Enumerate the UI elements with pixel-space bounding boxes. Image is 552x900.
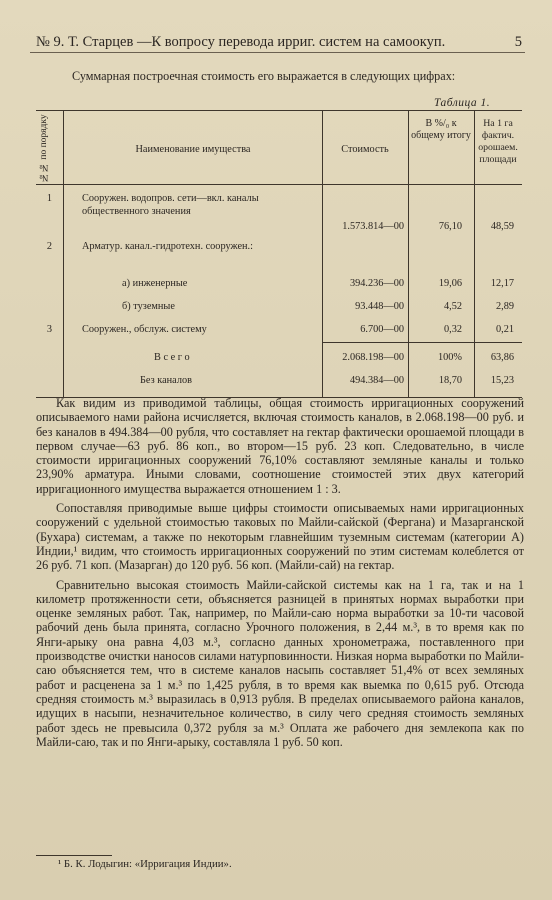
row-name: Сооружен., обслуж. систему: [82, 324, 207, 335]
row-name: б) туземные: [122, 301, 175, 312]
row-number: 2: [46, 241, 53, 252]
col-header-number: №№ по порядку: [39, 114, 49, 182]
row-name: Сооружен. водопров. сети—вкл. каналы общественного значения: [82, 193, 259, 217]
row-cost: 1.573.814—00: [342, 221, 404, 232]
row-per-ha: 48,59: [490, 221, 514, 232]
row-number: 3: [46, 324, 53, 335]
total-cost: 2.068.198—00: [342, 352, 404, 363]
table-label: Таблица 1.: [434, 97, 491, 109]
col-header-pct: В %/₀ к общему итогу: [411, 118, 471, 141]
total-per-ha: 15,23: [490, 375, 514, 386]
header-text: № 9. Т. Старцев —К вопросу перевода ирриг. систем на самоокуп.: [36, 34, 446, 50]
row-per-ha: 12,17: [490, 278, 514, 289]
row-pct: 0,32: [443, 324, 462, 335]
row-number: 1: [46, 193, 53, 204]
intro-text: Суммарная построечная стоимость его выражается в следующих цифрах:: [72, 69, 456, 83]
total-cost: 494.384—00: [349, 375, 404, 386]
row-name: Арматур. канал.-гидротехн. сооружен.:: [82, 241, 253, 252]
row-pct: 19,06: [438, 278, 462, 289]
table-rule-header: [36, 184, 522, 185]
body-text: [36, 396, 524, 749]
col-header-name: Наименование имущества: [135, 144, 251, 155]
table-rule-top: [36, 110, 522, 111]
row-name: а) инженерные: [122, 278, 188, 289]
row-pct: 76,10: [438, 221, 462, 232]
total-name: В с е г о: [154, 352, 190, 363]
footnote: ¹ Б. К. Лодыгин: «Ирригация Индии».: [58, 858, 232, 870]
table-rule-total: [322, 342, 522, 343]
total-pct: 100%: [437, 352, 462, 363]
paragraph: Сравнительно высокая стоимость Майли-сайской системы как на 1 га, так и на 1 километр протяженности сети, объясняется разницей в принятых нормах выработки при оценке земляных работ. Так, например, по Майли-саю норма выработки за 10-ти часовой рабочий день была принята, согласно Урочного положения, в 2,44 м.³, в то время как по Янги-арыку она равна 4,03 м.³, согласно данных хронометража, поставленного при производстве очистки наносов силами натурповинности. Низкая норма выработки по Майли-саю объясняется тем, что в системе каналов насыпь составляет 51,4% от всех земляных работ и расценена за 1 м.³ по 1,425 рубля, в то время как выемка по 0,615 руб. Отсюда средняя стоимость м.³ выразилась в 0,913 рубля. В пределах описываемого района каналов, идущих в насыпи, незначительное количество, в силу чего средняя стоимость земляных работ здесь не превысила 0,372 рубля за м.³ Оплата же рабочего дня землекопа как по Майли-саю, так и по Янги-арыку, составляла 1 руб. 50 коп.: [36, 577, 524, 749]
row-cost: 394.236—00: [349, 278, 404, 289]
footnote-rule: [36, 855, 112, 856]
total-pct: 18,70: [438, 375, 462, 386]
paragraph: Как видим из приводимой таблицы, общая стоимость ирригационных сооружений описываемого нами района исчисляется, включая стоимость каналов, в 2.068.198—00 руб. и без каналов в 494.384—00 рубля, что составляет на гектар фактически орошаемой площади в первом случае—63 руб. 86 коп., во втором—15 руб. 23 коп. Следовательно, в числе стоимости ирригационных сооружений 76,10% составляют земляные каналы и только 23,90% арматура. Иными словами, соотношение стоимостей этих двух категорий ирригационного имущества выражается отношением 1 : 3.: [36, 396, 524, 496]
total-per-ha: 63,86: [490, 352, 514, 363]
page-number: 5: [514, 34, 522, 50]
row-pct: 4,52: [443, 301, 462, 312]
row-per-ha: 0,21: [495, 324, 514, 335]
col-header-per-ha: На 1 га фактич. орошаем. площади: [478, 118, 518, 165]
row-cost: 93.448—00: [355, 301, 404, 312]
row-per-ha: 2,89: [495, 301, 514, 312]
total-name: Без каналов: [140, 375, 192, 386]
paragraph: Сопоставляя приводимые выше цифры стоимости описываемых нами ирригационных сооружений с удельной стоимостью таковых по Майли-сайской (Фергана) и Мазарганской (Бухара) системам, а также по некоторым главнейшим туземным системам (категории А) Индии,¹ видим, что стоимость ирригационных сооружений по этим системам колеблется от 26 руб. 71 коп. (Мазарган) до 120 руб. 56 коп. (Майли-сай) на гектар.: [36, 501, 524, 573]
row-cost: 6.700—00: [360, 324, 404, 335]
cost-table: [36, 110, 522, 400]
running-header: [36, 33, 522, 51]
col-header-cost: Стоимость: [341, 144, 389, 155]
header-rule: [30, 52, 525, 53]
